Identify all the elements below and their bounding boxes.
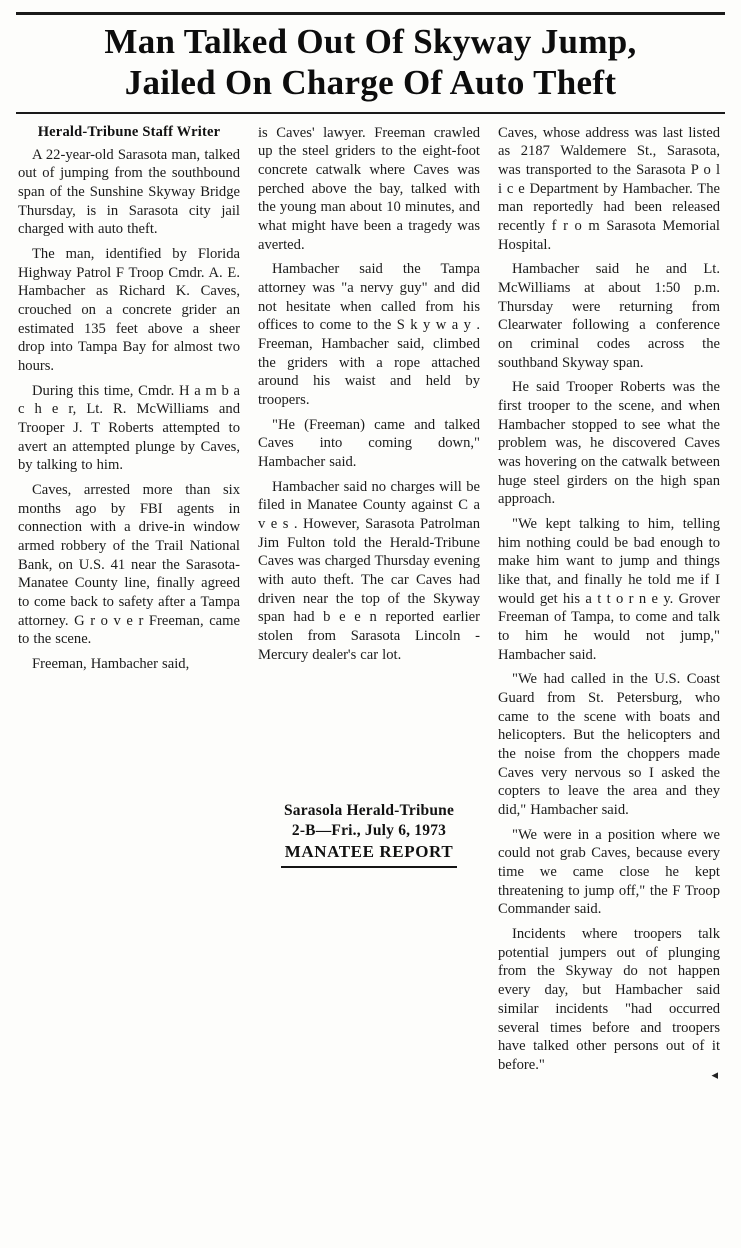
paragraph: Caves, arrested more than six months ago by FBI agents in connection with a drive-in window armed robbery of the Trail National Bank, on U.S. 41 near the Sarasota-Manatee County line, finally agreed to come back to safety after a Tampa attorney. G r o v e r Freeman, came to the scene. [18,482,240,648]
byline: Herald-Tribune Staff Writer [37,123,221,140]
section-label: MANATEE REPORT [284,842,454,862]
paragraph: Hambacher said the Tampa attorney was "a nervy guy" and did not hesitate when called from his offices to come to the S k y w a y . Freeman, Hambacher said, climbed the griders with a rope attached around his waist and held by troopers. [258,261,480,408]
paragraph: Hambacher said he and Lt. McWilliams at about 1:50 p.m. Thursday were returning from Clearwater following a conference on criminal codes across the southband Skyway span. [498,261,720,371]
paragraph: "He (Freeman) came and talked Caves into coming down," Hambacher said. [258,416,480,471]
top-rule [16,12,725,15]
paragraph: A 22-year-old Sarasota man, talked out of jumping from the southbound span of the Sunshine Skyway Bridge Thursday, is in Sarasota city jail charged with auto theft. [18,146,240,238]
publication-date: 2-B—Fri., July 6, 1973 [291,822,447,840]
paragraph: During this time, Cmdr. H a m b a c h e r, Lt. R. McWilliams and Trooper J. T Roberts attempted to avert an attempted plunge by Caves, by talking to him. [18,382,240,474]
publication-name: Sarasola Herald-Tribune [283,802,455,820]
paragraph: "We kept talking to him, telling him nothing could be bad enough to make him want to jump and things like that, and finally he told me if I would get his a t t o r n e y. Grover Freeman of Tampa, to come and talk to him he would not jump," Hambacher said. [498,516,720,663]
paragraph: "We were in a position where we could not grab Caves, because every time we came close he kept threatening to jump off," the F Troop Commander said. [498,826,720,918]
column-two [258,124,480,1081]
paragraph: "We had called in the U.S. Coast Guard from St. Petersburg, who came to the scene with boats and helicopters. But the helicopters and the noise from the choppers made Caves very nervous so I asked the copters to leave the area and they did," Hambacher said. [498,671,720,819]
footer-rule [281,866,457,868]
paragraph: He said Trooper Roberts was the first trooper to the scene, and when Hambacher stopped to see what the problem was, he discovered Caves was hovering on the catwalk between huge steel girders on the high span approach. [498,379,720,508]
column-two-whitespace [258,670,480,788]
publication-footer [258,802,480,868]
page-title [14,21,727,104]
headline-rule [16,112,725,114]
paragraph: Incidents where troopers talk potential jumpers out of plunging from the Skyway do not happen every day, but Hambacher said similar incidents "had occurred several times before and troopers have talked other persons out of it before." [498,926,720,1073]
paragraph: Freeman, Hambacher said, [32,656,190,673]
end-mark-icon: ◂ [711,1066,718,1082]
paragraph: The man, identified by Florida Highway Patrol F Troop Cmdr. A. E. Hambacher as Richard K. Caves, crouched on a concrete grider an estimated 135 feet above a sheer drop into Tampa Bay for almost two hours. [18,245,240,374]
paragraph: is Caves' lawyer. Freeman crawled up the steel griders to the eight-foot concrete catwalk where Caves was perched above the bay, talked with the young man about 10 minutes, and what might have been a tragedy was averted. [258,124,480,253]
headline-line-2: Jailed On Charge Of Auto Theft [124,63,617,103]
column-three [498,124,720,1081]
paragraph: Caves, whose address was last listed as 2187 Waldemere St., Sarasota, was transported to the Sarasota P o l i c e Department by Hambacher. The man reportedly had been released recently f r o m Sarasota Memorial Hospital. [498,124,720,253]
headline-line-1: Man Talked Out Of Skyway Jump, [104,22,637,61]
column-one [18,124,240,1081]
article-columns [14,124,727,1081]
paragraph: Hambacher said no charges will be filed in Manatee County against C a v e s . However, Sarasota Patrolman Jim Fulton told the Herald-Tribune Caves was charged Thursday evening with auto theft. The car Caves had driven near the top of the Skyway span had b e e n reported earlier stolen from Sarasota Lincoln - Mercury dealer's car lot. [258,478,480,663]
